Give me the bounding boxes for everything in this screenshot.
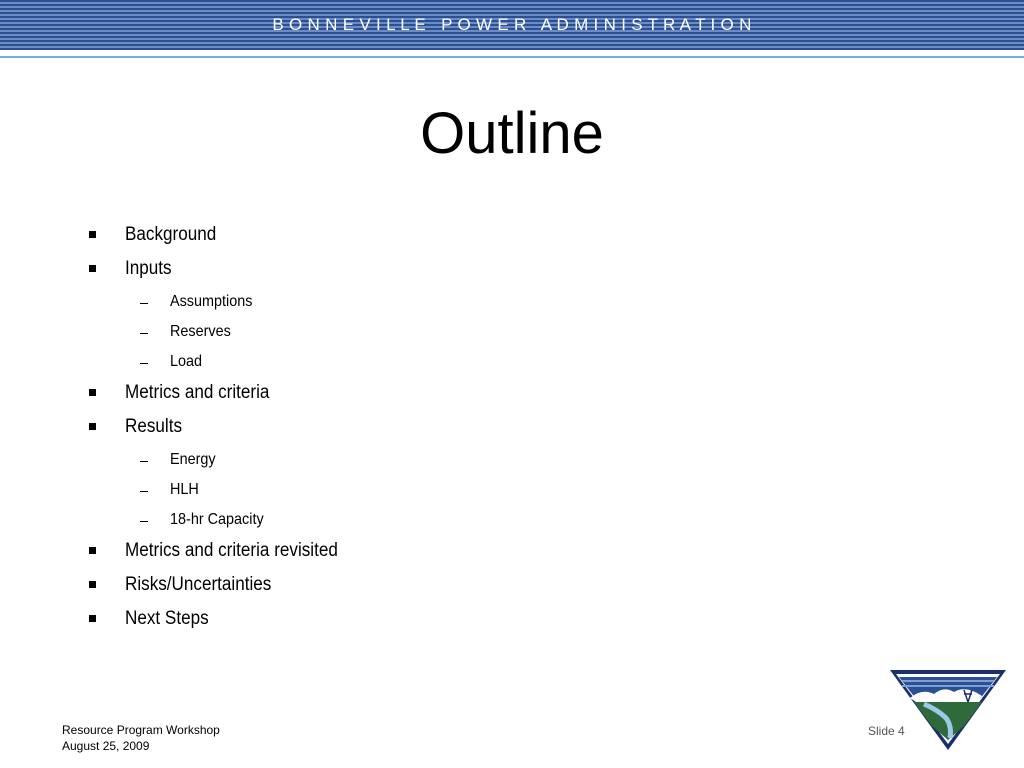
outline-item-results: Results	[125, 416, 183, 437]
outline-item-background: Background	[125, 224, 217, 245]
outline-item-inputs: Inputs	[125, 258, 172, 279]
outline-subitem-energy: Energy	[170, 451, 216, 468]
bpa-logo-icon	[888, 668, 1008, 752]
bullet-icon	[89, 615, 96, 622]
outline-subitem-assumptions: Assumptions	[170, 293, 253, 310]
dash-icon	[140, 461, 148, 462]
footer-date: August 25, 2009	[62, 739, 150, 753]
bullet-icon	[89, 581, 96, 588]
slide-title: Outline	[420, 101, 604, 166]
outline-subitem-capacity: 18-hr Capacity	[170, 511, 264, 528]
dash-icon	[140, 333, 148, 334]
header-banner	[0, 0, 1024, 50]
outline-subitem-reserves: Reserves	[170, 323, 231, 340]
dash-icon	[140, 521, 148, 522]
slide-number: Slide 4	[868, 724, 905, 738]
footer-info	[62, 722, 220, 754]
bullet-icon	[89, 423, 96, 430]
outline-item-metrics-revisited: Metrics and criteria revisited	[125, 540, 338, 561]
dash-icon	[140, 303, 148, 304]
outline-item-metrics: Metrics and criteria	[125, 382, 270, 403]
outline-item-next-steps: Next Steps	[125, 608, 209, 629]
header-title: B O N N E V I L L E P O W E R A D M I N I S T R A T I O N	[272, 15, 752, 34]
outline-subitem-load: Load	[170, 353, 203, 370]
bullet-icon	[89, 231, 96, 238]
bullet-icon	[89, 547, 96, 554]
bullet-icon	[89, 389, 96, 396]
header-divider	[0, 56, 1024, 58]
outline-item-risks: Risks/Uncertainties	[125, 574, 272, 595]
footer-workshop: Resource Program Workshop	[62, 723, 220, 737]
outline-subitem-hlh: HLH	[170, 481, 199, 498]
bullet-icon	[89, 265, 96, 272]
dash-icon	[140, 363, 148, 364]
dash-icon	[140, 491, 148, 492]
